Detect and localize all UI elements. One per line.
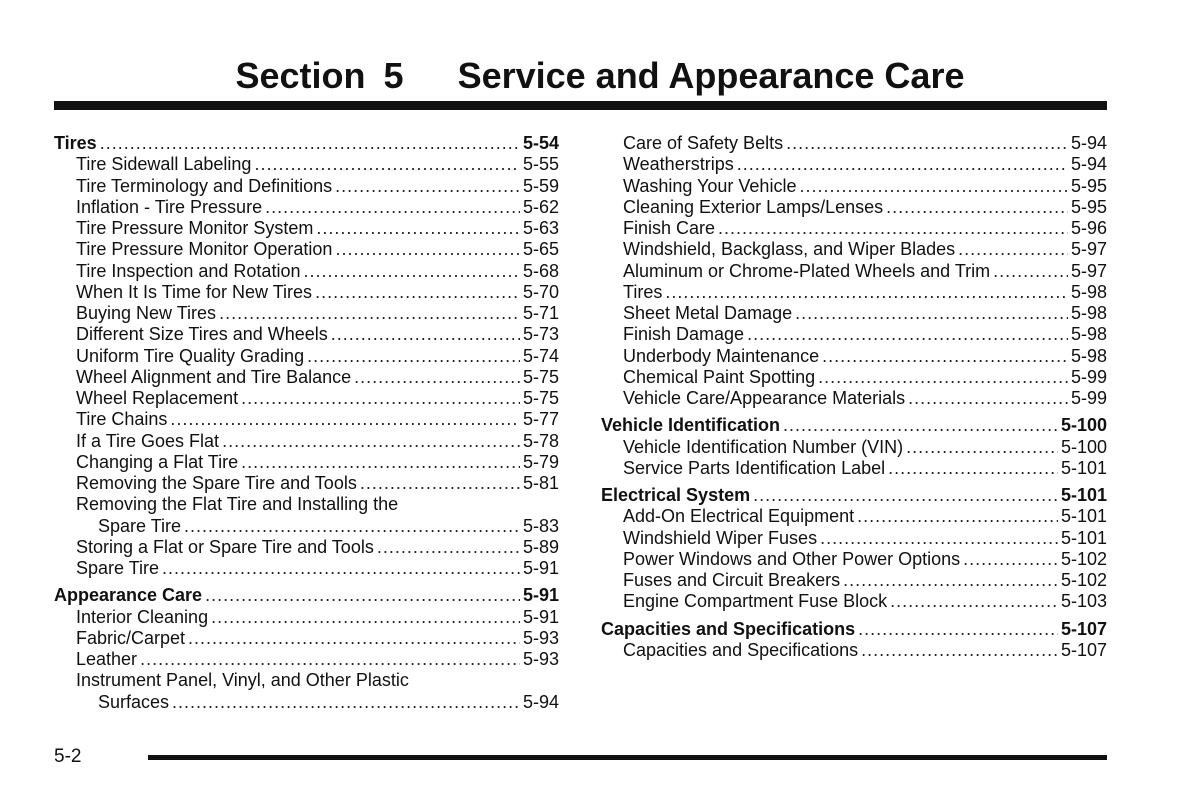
dot-leader: [799, 176, 1068, 197]
toc-entry[interactable]: [601, 282, 1107, 303]
toc-entry-page: 5-101: [1060, 527, 1107, 548]
section-number: 5: [383, 55, 404, 96]
toc-entry-page: 5-101: [1060, 485, 1107, 505]
dot-leader: [858, 619, 1058, 640]
toc-section-entry[interactable]: [54, 585, 559, 606]
dot-leader: [219, 303, 520, 324]
toc-entry-title: Service Parts Identification Label: [623, 457, 886, 478]
toc-entry-title: Power Windows and Other Power Options: [623, 548, 961, 569]
toc-entry-title: Vehicle Care/Appearance Materials: [623, 388, 906, 408]
dot-leader: [958, 239, 1068, 260]
dot-leader: [316, 218, 520, 239]
toc-entry-page: 5-93: [522, 649, 559, 669]
toc-entry-title: Chemical Paint Spotting: [623, 366, 816, 387]
toc-entry-title: Finish Damage: [623, 324, 745, 345]
toc-entry[interactable]: [601, 640, 1107, 661]
toc-entry-title: Fabric/Carpet: [76, 627, 186, 648]
dot-leader: [265, 197, 520, 218]
toc-entry-page: 5-71: [522, 303, 559, 323]
toc-entry-page: 5-101: [1060, 457, 1107, 478]
toc-entry-title: Vehicle Identification Number (VIN): [623, 436, 904, 457]
toc-entry-title: Add-On Electrical Equipment: [623, 506, 855, 527]
dot-leader: [188, 628, 520, 649]
dot-leader: [888, 458, 1058, 479]
toc-entry[interactable]: [54, 537, 559, 558]
toc-entry-page: 5-70: [522, 281, 559, 302]
toc-entry-page: 5-59: [522, 175, 559, 196]
toc-entry-page: 5-99: [1070, 366, 1107, 387]
toc-entry[interactable]: [601, 239, 1107, 260]
toc-entry-title: Wheel Replacement: [76, 388, 239, 408]
dot-leader: [172, 692, 520, 713]
section-title: Service and Appearance Care: [457, 55, 965, 96]
toc-entry-title: Surfaces: [98, 691, 170, 712]
toc-entry[interactable]: [54, 409, 559, 430]
toc-entry[interactable]: [601, 176, 1107, 197]
dot-leader: [818, 367, 1068, 388]
toc-entry-page: 5-98: [1070, 303, 1107, 323]
toc-entry[interactable]: [54, 558, 559, 579]
toc-entry[interactable]: [601, 506, 1107, 527]
toc-entry-title: Removing the Spare Tire and Tools: [76, 473, 357, 493]
toc-entry-page: 5-62: [522, 196, 559, 217]
dot-leader: [303, 261, 520, 282]
toc-entry[interactable]: [601, 346, 1107, 367]
toc-entry-page: 5-75: [522, 388, 559, 408]
toc-entry-title: Storing a Flat or Spare Tire and Tools: [76, 536, 374, 557]
toc-entry-title: Washing Your Vehicle: [623, 175, 797, 196]
toc-entry-title: Tire Pressure Monitor Operation: [76, 239, 333, 260]
toc-entry-page: 5-91: [522, 585, 559, 606]
toc-entry-page: 5-91: [522, 558, 559, 578]
dot-leader: [140, 649, 520, 670]
toc-entry[interactable]: [54, 324, 559, 345]
dot-leader: [908, 388, 1068, 409]
dot-leader: [100, 133, 520, 154]
toc-entry-title: Capacities and Specifications: [623, 639, 859, 660]
toc-section-entry[interactable]: [601, 415, 1107, 436]
toc-entry-page: 5-99: [1070, 388, 1107, 408]
toc-entry[interactable]: [54, 346, 559, 367]
toc-entry-title: Tires: [54, 133, 97, 153]
toc-entry-title: If a Tire Goes Flat: [76, 430, 220, 451]
toc-left-column: [54, 133, 559, 713]
toc-entry-title: Different Size Tires and Wheels: [76, 324, 328, 345]
toc-entry-title: Spare Tire: [76, 558, 160, 578]
toc-entry[interactable]: [601, 154, 1107, 175]
toc-entry[interactable]: [54, 628, 559, 649]
toc-entry-page: 5-97: [1070, 239, 1107, 260]
toc-section-entry[interactable]: [54, 133, 559, 154]
dot-leader: [205, 585, 520, 606]
dot-leader: [331, 324, 520, 345]
toc-entry-title: Inflation - Tire Pressure: [76, 196, 263, 217]
dot-leader: [783, 415, 1058, 436]
dot-leader: [184, 516, 520, 537]
toc-entry-page: 5-96: [1070, 218, 1107, 238]
toc-entry-page: 5-89: [522, 536, 559, 557]
dot-leader: [241, 388, 520, 409]
toc-entry-title: Cleaning Exterior Lamps/Lenses: [623, 196, 884, 217]
toc-entry-title: Capacities and Specifications: [601, 618, 856, 639]
toc-entry-title: Electrical System: [601, 485, 751, 505]
section-header: [0, 52, 1200, 100]
toc-entry[interactable]: [54, 516, 559, 537]
toc-entry-title: Windshield, Backglass, and Wiper Blades: [623, 239, 956, 260]
dot-leader: [886, 197, 1068, 218]
toc-entry-page: 5-107: [1060, 618, 1107, 639]
toc-entry-page: 5-95: [1070, 175, 1107, 196]
toc-entry-title: Vehicle Identification: [601, 415, 781, 436]
dot-leader: [822, 346, 1068, 367]
toc-entry[interactable]: [54, 494, 559, 515]
toc-entry-title: Changing a Flat Tire: [76, 451, 239, 472]
toc-entry-page: 5-78: [522, 430, 559, 451]
toc-entry[interactable]: [601, 218, 1107, 239]
dot-leader: [747, 324, 1068, 345]
section-label: Section: [235, 55, 366, 96]
toc-entry[interactable]: [601, 261, 1107, 282]
toc-entry-title: Care of Safety Belts: [623, 133, 784, 153]
toc-entry-page: 5-81: [522, 473, 559, 493]
toc-entry[interactable]: [54, 176, 559, 197]
toc-entry[interactable]: [601, 388, 1107, 409]
toc-entry-page: 5-55: [522, 154, 559, 175]
toc-entry-page: 5-103: [1060, 591, 1107, 612]
toc-entry-page: 5-93: [522, 627, 559, 648]
dot-leader: [315, 282, 520, 303]
toc-entry-title: Tire Inspection and Rotation: [76, 260, 301, 281]
dot-leader: [861, 640, 1058, 661]
toc-right-column: [601, 133, 1107, 661]
dot-leader: [820, 528, 1058, 549]
toc-entry-page: 5-98: [1070, 345, 1107, 366]
toc-entry[interactable]: [601, 324, 1107, 345]
toc-entry-page: 5-91: [522, 606, 559, 627]
toc-entry-title: Windshield Wiper Fuses: [623, 527, 818, 548]
dot-leader: [753, 485, 1058, 506]
dot-leader: [162, 558, 520, 579]
toc-entry[interactable]: [601, 303, 1107, 324]
toc-entry-title: Aluminum or Chrome-Plated Wheels and Trim: [623, 260, 991, 281]
toc-entry[interactable]: [54, 473, 559, 494]
toc-entry[interactable]: [54, 282, 559, 303]
toc-entry-title: Instrument Panel, Vinyl, and Other Plastic: [76, 670, 409, 691]
toc-entry[interactable]: [601, 133, 1107, 154]
dot-leader: [718, 218, 1068, 239]
toc-entry-page: 5-107: [1060, 639, 1107, 660]
toc-entry[interactable]: [601, 570, 1107, 591]
toc-entry-title: Underbody Maintenance: [623, 345, 820, 366]
toc-entry[interactable]: [54, 607, 559, 628]
toc-section-entry[interactable]: [601, 485, 1107, 506]
dot-leader: [241, 452, 520, 473]
dot-leader: [377, 537, 520, 558]
toc-entry-page: 5-73: [522, 324, 559, 345]
dot-leader: [993, 261, 1068, 282]
dot-leader: [170, 409, 520, 430]
toc-entry-page: 5-97: [1070, 260, 1107, 281]
toc-entry-page: 5-74: [522, 345, 559, 366]
toc-entry[interactable]: [601, 591, 1107, 612]
toc-entry-title: Tire Sidewall Labeling: [76, 154, 252, 175]
toc-entry-title: Interior Cleaning: [76, 606, 209, 627]
toc-entry[interactable]: [601, 458, 1107, 479]
toc-entry-title: Tire Pressure Monitor System: [76, 218, 314, 238]
toc-entry[interactable]: [601, 367, 1107, 388]
toc-entry[interactable]: [601, 549, 1107, 570]
toc-entry-page: 5-63: [522, 218, 559, 238]
toc-entry-title: Tire Terminology and Definitions: [76, 175, 333, 196]
toc-entry-page: 5-98: [1070, 281, 1107, 302]
dot-leader: [222, 431, 520, 452]
toc-entry-title: Uniform Tire Quality Grading: [76, 345, 305, 366]
toc-entry-page: 5-98: [1070, 324, 1107, 345]
dot-leader: [254, 154, 520, 175]
toc-section-entry[interactable]: [601, 619, 1107, 640]
dot-leader: [786, 133, 1068, 154]
toc-entry[interactable]: [601, 437, 1107, 458]
toc-entry-page: 5-65: [522, 239, 559, 260]
toc-entry[interactable]: [54, 239, 559, 260]
toc-entry-title: Sheet Metal Damage: [623, 303, 793, 323]
dot-leader: [963, 549, 1058, 570]
dot-leader: [906, 437, 1058, 458]
toc-entry-page: 5-94: [1070, 154, 1107, 175]
dot-leader: [737, 154, 1068, 175]
toc-entry[interactable]: [54, 197, 559, 218]
toc-entry[interactable]: [54, 649, 559, 670]
toc-entry-page: 5-94: [1070, 133, 1107, 153]
toc-entry[interactable]: [54, 692, 559, 713]
toc-entry[interactable]: [54, 367, 559, 388]
toc-entry-title: Wheel Alignment and Tire Balance: [76, 366, 352, 387]
dot-leader: [857, 506, 1058, 527]
toc-entry[interactable]: [54, 452, 559, 473]
dot-leader: [890, 591, 1058, 612]
toc-entry-page: 5-102: [1060, 548, 1107, 569]
toc-entry-page: 5-94: [522, 691, 559, 712]
toc-entry-page: 5-101: [1060, 506, 1107, 527]
toc-entry-title: Tires: [623, 281, 663, 302]
header-rule: [54, 101, 1107, 110]
toc-entry-page: 5-54: [522, 133, 559, 153]
toc-entry-page: 5-102: [1060, 570, 1107, 590]
dot-leader: [211, 607, 520, 628]
toc-entry-title: Engine Compartment Fuse Block: [623, 591, 888, 612]
toc-entry-title: When It Is Time for New Tires: [76, 281, 313, 302]
page-number: 5-2: [54, 746, 82, 767]
toc-entry-title: Weatherstrips: [623, 154, 734, 175]
toc-entry[interactable]: [54, 388, 559, 409]
toc-entry-title: Tire Chains: [76, 409, 168, 430]
dot-leader: [354, 367, 520, 388]
toc-entry[interactable]: [601, 528, 1107, 549]
toc-entry-title: Buying New Tires: [76, 303, 217, 323]
footer-rule: [148, 755, 1107, 760]
toc-entry-page: 5-100: [1060, 436, 1107, 457]
toc-entry-title: Removing the Flat Tire and Installing the: [76, 494, 399, 515]
dot-leader: [335, 176, 520, 197]
toc-entry[interactable]: [54, 670, 559, 691]
toc-entry-page: 5-79: [522, 451, 559, 472]
toc-entry[interactable]: [601, 197, 1107, 218]
toc-entry[interactable]: [54, 431, 559, 452]
toc-entry[interactable]: [54, 218, 559, 239]
dot-leader: [335, 239, 520, 260]
dot-leader: [843, 570, 1058, 591]
toc-entry[interactable]: [54, 154, 559, 175]
toc-entry[interactable]: [54, 261, 559, 282]
toc-entry-page: 5-95: [1070, 196, 1107, 217]
toc-entry-page: 5-83: [522, 515, 559, 536]
toc-entry[interactable]: [54, 303, 559, 324]
dot-leader: [665, 282, 1068, 303]
dot-leader: [795, 303, 1068, 324]
toc-entry-title: Fuses and Circuit Breakers: [623, 570, 841, 590]
toc-entry-page: 5-77: [522, 409, 559, 430]
toc-entry-page: 5-75: [522, 366, 559, 387]
dot-leader: [360, 473, 520, 494]
toc-entry-title: Spare Tire: [98, 515, 182, 536]
toc-entry-title: Leather: [76, 649, 138, 669]
toc-entry-title: Appearance Care: [54, 585, 203, 606]
dot-leader: [307, 346, 520, 367]
toc-entry-page: 5-68: [522, 260, 559, 281]
toc-entry-title: Finish Care: [623, 218, 716, 238]
toc-entry-page: 5-100: [1060, 415, 1107, 436]
